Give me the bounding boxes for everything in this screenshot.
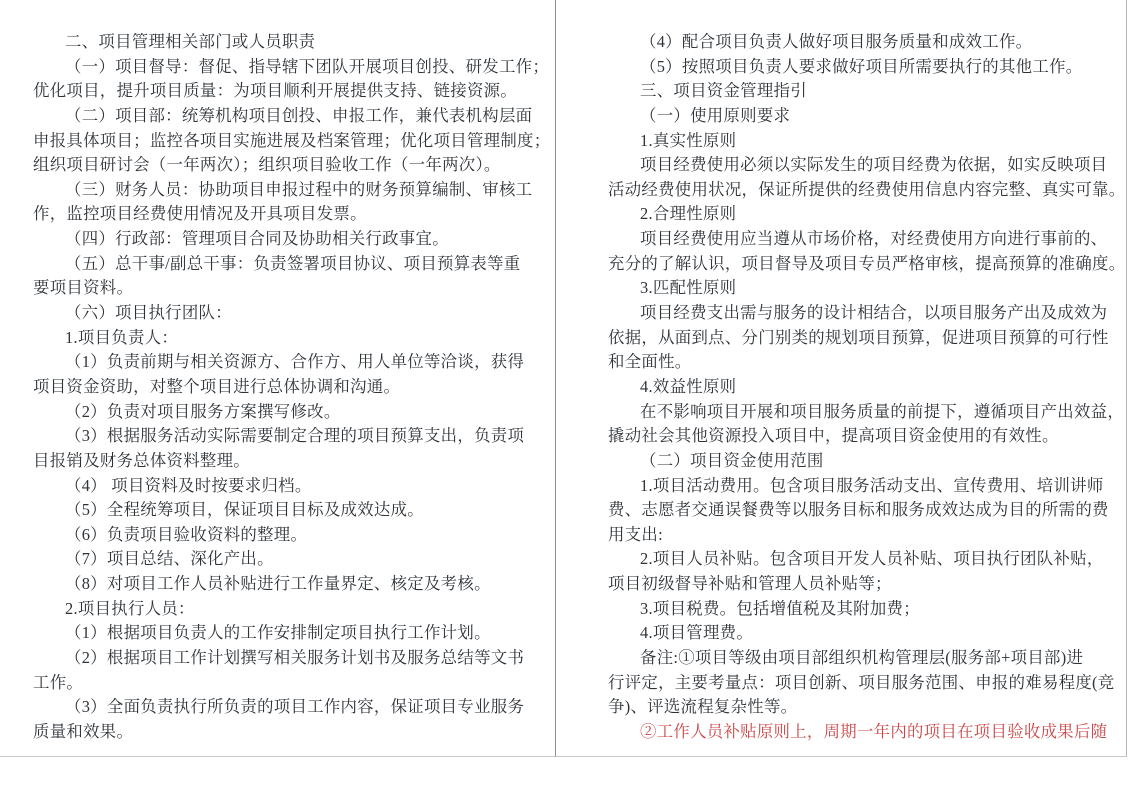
text-line: （一）项目督导：督促、指导辖下团队开展项目创投、研发工作； [65, 56, 550, 76]
text-line: 2.项目人员补贴。包含项目开发人员补贴、项目执行团队补贴， [640, 549, 1104, 569]
text-line: （2）负责对项目服务方案撰写修改。 [65, 401, 341, 421]
text-line: （一）使用原则要求 [640, 105, 791, 125]
text-line: 2.合理性原则 [640, 204, 737, 224]
text-line: （五）总干事/副总干事：负责签署项目协议、项目预算表等重 [65, 253, 521, 273]
page-left-text-column [33, 30, 551, 745]
text-line: （5）按照项目负责人要求做好项目所需要执行的其他工作。 [640, 56, 1083, 76]
text-line: 4.项目管理费。 [640, 623, 754, 643]
text-line: （2）根据项目工作计划撰写相关服务计划书及服务总结等文书 [65, 648, 525, 668]
text-line: （7）项目总结、深化产出。 [65, 549, 274, 569]
text-line: （六）项目执行团队： [65, 303, 232, 323]
text-line: 项目初级督导补贴和管理人员补贴等； [608, 574, 892, 594]
text-line: （4） 项目资料及时按要求归档。 [65, 475, 312, 495]
text-line: （5）全程统筹项目，保证项目目标及成效达成。 [65, 500, 424, 520]
text-line: 组织项目研讨会（一年两次）；组织项目验收工作（一年两次）。 [33, 155, 501, 175]
text-line: 目报销及财务总体资料整理。 [33, 450, 250, 470]
text-line: （1）负责前期与相关资源方、合作方、用人单位等洽谈，获得 [65, 352, 525, 372]
text-line: （三）财务人员：协助项目申报过程中的财务预算编制、审核工 [65, 179, 533, 199]
text-line: 3.项目税费。包括增值税及其附加费； [640, 598, 920, 618]
text-line: 备注:①项目等级由项目部组织机构管理层(服务部+项目部)进 [640, 648, 1084, 668]
text-line: （二）项目部：统筹机构项目创投、申报工作，兼代表机构层面 [65, 105, 533, 125]
text-line: （4）配合项目负责人做好项目服务质量和成效工作。 [640, 32, 1033, 51]
text-line: 二、项目管理相关部门或人员职责 [65, 32, 316, 51]
text-line: 三、项目资金管理指引 [640, 81, 807, 101]
text-line: 用支出: [608, 524, 663, 544]
text-line: 行评定，主要考量点：项目创新、项目服务范围、申报的难易程度(竞 [608, 672, 1115, 692]
text-line: 撬动社会其他资源投入项目中，提高项目资金使用的有效性。 [608, 426, 1059, 446]
text-line: 项目经费使用必须以实际发生的项目经费为依据，如实反映项目 [640, 155, 1108, 175]
text-line: 在不影响项目开展和项目服务质量的前提下，遵循项目产出效益， [640, 401, 1125, 421]
text-line: （二）项目资金使用范围 [640, 450, 824, 470]
text-line: 费、志愿者交通误餐费等以服务目标和服务成效达成为目的所需的费 [608, 500, 1109, 520]
text-line: （6）负责项目验收资料的整理。 [65, 524, 308, 544]
text-line: 质量和效果。 [33, 721, 134, 741]
text-line: 工作。 [33, 672, 84, 692]
text-line: （8）对项目工作人员补贴进行工作量界定、核定及考核。 [65, 574, 491, 594]
text-line: 1.真实性原则 [640, 130, 737, 150]
text-line: 充分的了解认识，项目督导及项目专员严格审核，提高预算的准确度。 [608, 253, 1126, 273]
text-line: 争)、评选流程复杂性等。 [608, 697, 798, 717]
text-line: 和全面性。 [608, 352, 692, 372]
text-line: 项目资金资助，对整个项目进行总体协调和沟通。 [33, 376, 401, 396]
text-line: 活动经费使用状况，保证所提供的经费使用信息内容完整、真实可靠。 [608, 179, 1126, 199]
text-line: 申报具体项目；监控各项目实施进展及档案管理；优化项目管理制度； [33, 130, 551, 150]
text-line: （四）行政部：管理项目合同及协助相关行政事宜。 [65, 229, 449, 249]
text-line: 依据，从面到点、分门别类的规划项目预算，促进项目预算的可行性 [608, 327, 1109, 347]
text-line: 1.项目活动费用。包含项目服务活动支出、宣传费用、培训讲师 [640, 475, 1104, 495]
text-line: ②工作人员补贴原则上，周期一年内的项目在项目验收成果后随 [640, 721, 1108, 741]
text-line: 2.项目执行人员： [65, 598, 195, 618]
text-line: 作，监控项目经费使用情况及开具项目发票。 [33, 204, 367, 224]
page-right-text-column [608, 30, 1126, 745]
text-line: （3）全面负责执行所负责的项目工作内容，保证项目专业服务 [65, 697, 525, 717]
text-line: （1）根据项目负责人的工作安排制定项目执行工作计划。 [65, 623, 491, 643]
text-line: 项目经费支出需与服务的设计相结合，以项目服务产出及成效为 [640, 303, 1108, 323]
page-left [0, 0, 555, 757]
page-right [555, 0, 1127, 757]
text-line: 优化项目，提升项目质量：为项目顺利开展提供支持、链接资源。 [33, 81, 518, 101]
text-line: 项目经费使用应当遵从市场价格，对经费使用方向进行事前的、 [640, 229, 1108, 249]
text-line: 要项目资料。 [33, 278, 134, 298]
text-line: 3.匹配性原则 [640, 278, 737, 298]
text-line: 4.效益性原则 [640, 376, 737, 396]
text-line: 1.项目负责人： [65, 327, 179, 347]
text-line: （3）根据服务活动实际需要制定合理的项目预算支出，负责项 [65, 426, 525, 446]
